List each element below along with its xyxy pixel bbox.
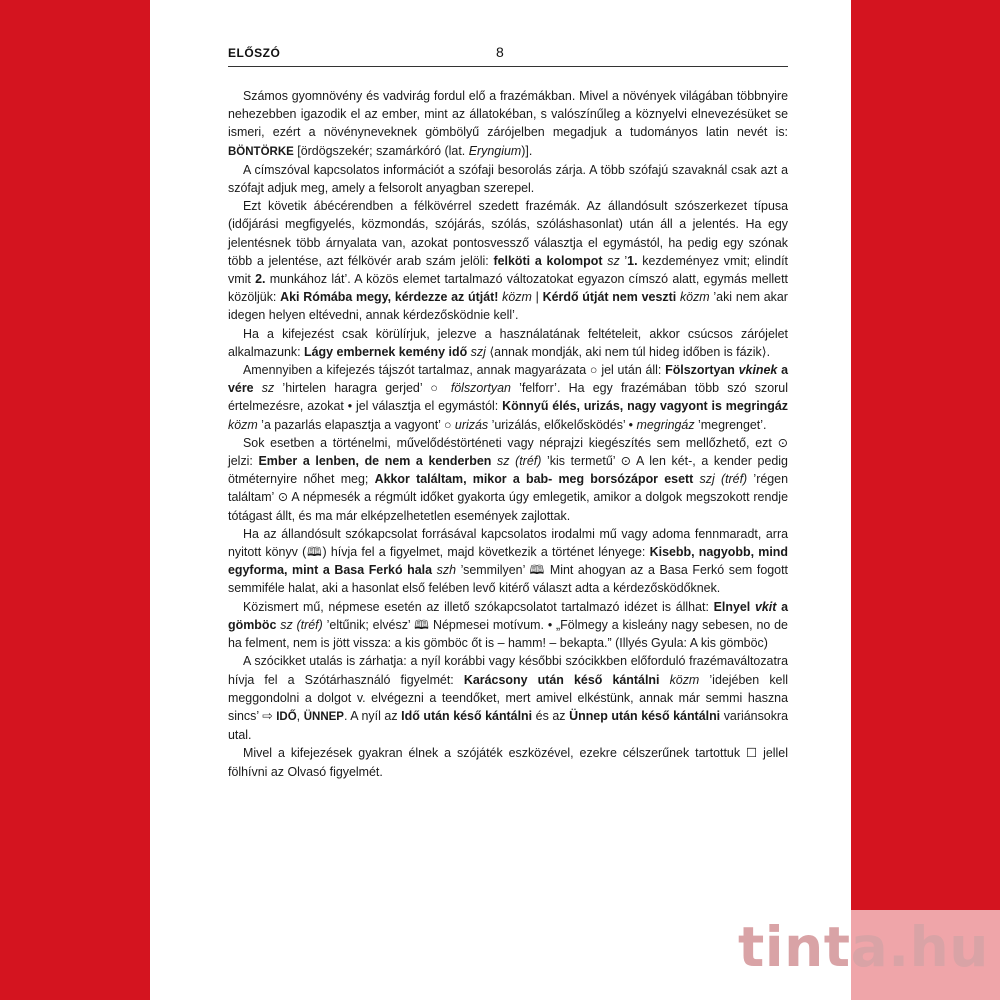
text-run: A népmesék a régmúlt időket gyakorta úgy emlegetik, amikor a dolgok megszokott rendje tótágast állt, és ma már elképzelhetetlen események zajlottak. (228, 490, 788, 523)
page-number: 8 (496, 44, 504, 60)
text-run: ’semmilyen’ (456, 563, 530, 578)
phrase-example: a gömböc (228, 599, 789, 632)
dialect-word: megringáz (636, 417, 695, 432)
text-run: ’idejében kell meggondolni a dolgot v. elvégezni a teendőket, mert amivel elkéstünk, annak már semmi haszna sincs’ (228, 672, 788, 723)
type-label: sz (tréf) (497, 454, 542, 469)
text-run: Ha a kifejezést csak körülírjuk, jelezve a használatának feltételeit, akkor csúcsos zárójelet alkalmazunk: (228, 326, 788, 359)
header-rule (228, 66, 788, 67)
dot-circle-icon: ⊙ (277, 490, 289, 505)
text-run: ’aki nem akar idegen helyen eltévedni, annak kérdezősködnie kell’. (228, 290, 788, 323)
paragraph (228, 361, 788, 434)
paragraph (228, 598, 788, 653)
open-book-icon: 🕮 (306, 545, 323, 560)
text-run: , (296, 708, 304, 723)
sense-number: 1. (627, 253, 638, 268)
text-run: ’felforr’. Ha egy frazémában több szó szorul értelmezésre, azokat • jel választja el egymástól: (228, 381, 788, 414)
circle-icon: ○ (430, 381, 443, 396)
watermark-logo: tinta.hu (738, 915, 989, 979)
paragraph (228, 744, 788, 780)
phrase-example: Aki Rómába megy, kérdezze az útját! (280, 290, 499, 305)
circle-icon: ○ (443, 417, 452, 432)
running-header (228, 44, 788, 66)
phrase-placeholder: vkinek (738, 363, 778, 378)
body-text (228, 87, 788, 781)
paragraph (228, 87, 788, 161)
square-icon: ☐ (746, 746, 758, 761)
text-run: ’ (619, 253, 628, 268)
text-run: jellel fölhívni az Olvasó figyelmét. (228, 746, 788, 779)
text-run: A címszóval kapcsolatos információt a szófaji besorolás zárja. A több szófajú szavaknál csak azt a szófajt adjuk meg, amely a felsorolt anyagban szerepel. (228, 162, 788, 196)
text-run: és az (532, 708, 570, 723)
phrase-example: Lágy embernek kemény idő (304, 344, 468, 359)
type-label: közm (502, 290, 532, 305)
paragraph (228, 434, 788, 525)
text-run: ’a pazarlás elapasztja a vagyont’ (257, 417, 444, 432)
text-run: ’kis termetű’ (541, 454, 621, 469)
text-run: Mivel a kifejezések gyakran élnek a szójáték eszközével, ezekre célszerűnek tartottuk (243, 746, 746, 761)
text-run: ’megrenget’. (694, 417, 767, 432)
left-red-bar (0, 0, 150, 1000)
open-book-icon: 🕮 (529, 563, 546, 578)
text-run: [ördögszekér; szamárkóró (lat. (293, 143, 469, 158)
type-label: szj (470, 344, 486, 359)
phrase-example: Idő után késő kántálni (401, 708, 533, 723)
text-run: ) hívja fel a figyelmet, majd következik a történet lényege: (322, 545, 650, 560)
text-run (443, 381, 451, 395)
text-run: ’urizálás, előkelősködés’ • (488, 417, 637, 432)
text-run: kezdeményez vmit; elindít vmit (228, 253, 788, 287)
text-run: Amennyiben a kifejezés tájszót tartalmaz, annak magyarázata (243, 363, 590, 378)
type-label: közm (679, 290, 710, 305)
type-label: sz (261, 381, 275, 396)
phrase-example: Elnyel (713, 599, 755, 614)
phrase-example: Akkor találtam, mikor a bab- meg borsózápor esett (374, 472, 694, 487)
headword-ref: ÜNNEP (303, 710, 344, 723)
text-run (659, 673, 669, 687)
text-run: ’hirtelen haragra gerjed’ (274, 381, 431, 396)
paragraph (228, 325, 788, 361)
phrase-example: Kisebb, nagyobb, mind egyforma, mint a Basa Ferkó hala (228, 545, 788, 578)
phrase-example: Fölszortyan (665, 363, 739, 378)
text-run: Ha az állandósult szókapcsolat forrásával kapcsolatos irodalmi mű vagy adoma fennmaradt, arra nyitott könyv ( (228, 526, 788, 560)
text-run: ’régen találtam’ (228, 472, 789, 505)
paragraph (228, 197, 788, 324)
text-run: Sok esetben a történelmi, művelődéstörténeti vagy néprajzi kiegészítés sem mellőzhető, ezt (243, 435, 778, 450)
type-label: sz (tréf) (280, 617, 323, 632)
dot-circle-icon: ⊙ (620, 454, 632, 469)
text-run: )]. (521, 143, 533, 158)
text-run: jelzi: (228, 454, 259, 469)
type-label: közm (669, 672, 700, 687)
phrase-example: felköti a kolompot (493, 253, 603, 268)
text-run: A len két-, a kender pedig ötméternyire nőhet meg; (228, 454, 788, 487)
text-run: . A nyíl az (343, 708, 402, 723)
text-run: Közismert mű, népmese esetén az illető szókapcsolatot tartalmazó idézet is állhat: (243, 599, 714, 614)
dot-circle-icon: ⊙ (777, 435, 788, 450)
headword-ref: IDŐ (276, 710, 297, 723)
phrase-example: Kérdő útját nem veszti (542, 290, 677, 305)
paragraph (228, 652, 788, 744)
type-label: sz (607, 253, 620, 268)
paragraph (228, 525, 788, 598)
phrase-example: Ünnep után késő kántálni (569, 708, 721, 723)
dialect-word: fölszortyan (450, 381, 511, 396)
text-run: ⟨annak mondják, aki nem túl hideg időben is fázik⟩. (485, 344, 771, 359)
paragraph (228, 161, 788, 197)
text-run: ’eltűnik; elvész’ (322, 617, 415, 632)
text-run: munkához lát’. A közös elemet tartalmazó változatokat egyazon címszó alatt, egymás mellett közöljük: (228, 272, 788, 305)
text-run: jel után áll: (597, 363, 666, 378)
phrase-example: Könnyű élés, urizás, nagy vagyont is megringáz (502, 399, 789, 414)
right-red-bar (851, 0, 1000, 1000)
latin-name: Eryngium (468, 143, 522, 158)
section-title: ELŐSZÓ (228, 46, 281, 60)
text-run: A szócikket utalás is zárhatja: a nyíl korábbi vagy későbbi szócikkben előforduló frazémaváltozatra hívja fel a Szótárhasználó figyelmét: (228, 654, 788, 687)
text-run (254, 381, 262, 395)
type-label: szj (tréf) (699, 472, 748, 487)
document-page (228, 44, 788, 781)
phrase-placeholder: vkit (754, 599, 777, 614)
text-run: Mint ahogyan az a Basa Ferkó sem fogott semmiféle halat, aki a hasonlat első felében levő kitérő választ adta a kérdezősködőknek. (228, 563, 788, 596)
text-run: Számos gyomnövény és vadvirág fordul elő a frazémákban. Mivel a növények világában többnyire nehezebben igazodik el az ember, mint az állatokéban, s valószínűleg a köznyelvi elnevezésüket se ismeri, ezért a növényneveknek gömbölyű zárójelben megadjuk a tudományos latin nevét is: (228, 89, 788, 140)
text-run: Ezt követik ábécérendben a félkövérrel szedett frazémák. Az állandósult szószerkezet típusa (időjárási megfigyelés, közmondás, szójárás, szólás, szóláshasonlat) után áll a jelentés. Ha egy jelentésnek több árnyalata van, azokat pontosvessző választja el egymástól, ha pedig egy szónak több a jelentése, azt félkövér arab szám jelöli: (228, 199, 788, 268)
phrase-example: Karácsony után késő kántálni (463, 672, 660, 687)
text-run: variánsokra utal. (228, 708, 788, 743)
text-run: | (531, 290, 543, 305)
text-run: Népmesei motívum. • „Fölmegy a kisleány nagy sebesen, no de ha felment, nem is jött vissza: a kis gömböc őt is – hamm! – bekapta.” (Illyés Gyula: A kis gömböc) (228, 617, 788, 651)
headword-ref: BÖNTÖRKE (228, 145, 294, 158)
circle-icon: ○ (589, 363, 598, 378)
open-book-icon: 🕮 (414, 617, 430, 632)
sense-number: 2. (255, 272, 266, 287)
dialect-word: urizás (454, 417, 489, 432)
arrow-icon: ⇨ (262, 708, 273, 723)
phrase-example: Ember a lenben, de nem a kenderben (258, 454, 492, 469)
type-label: közm (228, 417, 258, 432)
phrase-example: a vére (228, 363, 788, 396)
type-label: szh (436, 563, 456, 578)
